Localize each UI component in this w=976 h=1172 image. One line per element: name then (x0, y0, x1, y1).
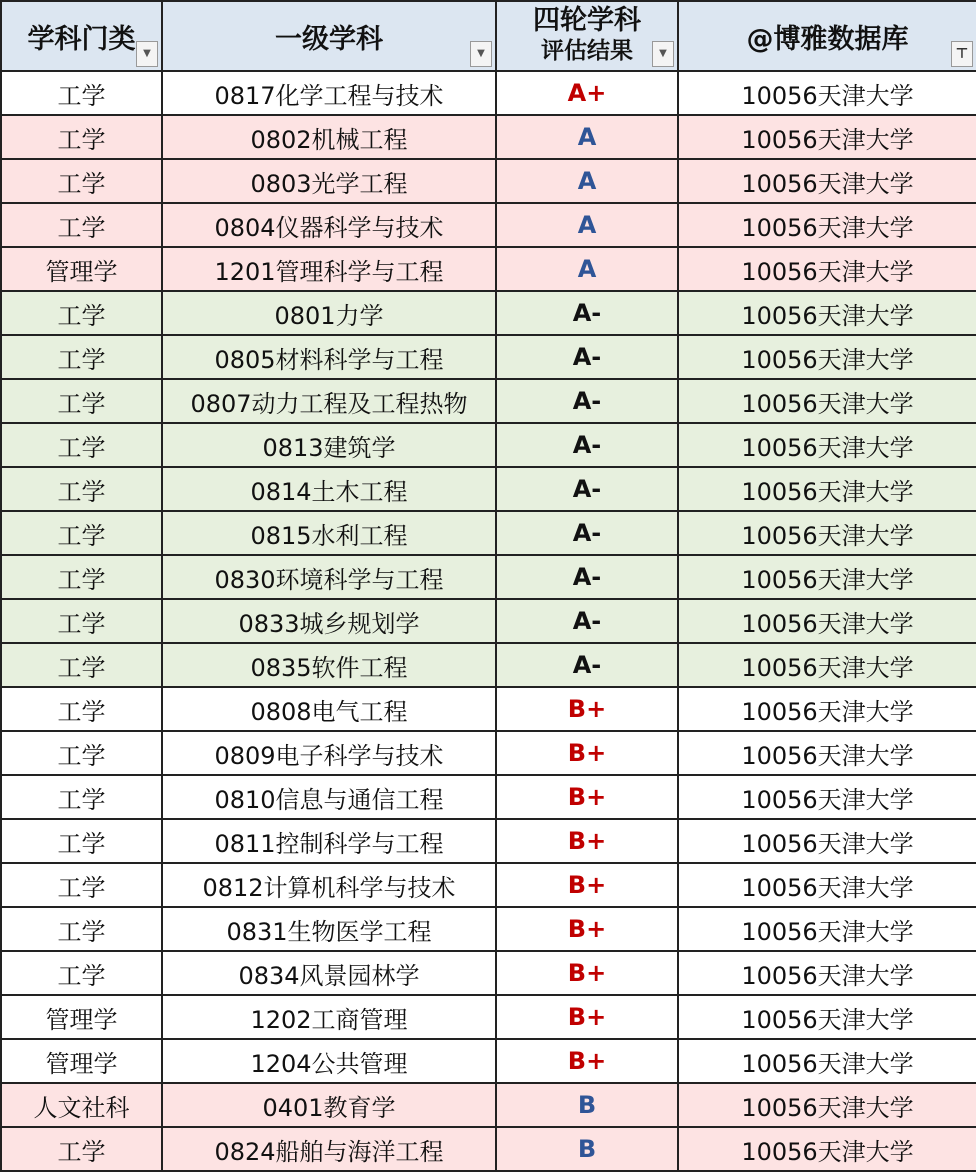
school-cell[interactable]: 10056天津大学 (678, 159, 976, 203)
category-cell[interactable]: 工学 (1, 863, 162, 907)
discipline-cell[interactable]: 0802机械工程 (162, 115, 496, 159)
table-row (1, 335, 976, 379)
category-cell[interactable]: 工学 (1, 687, 162, 731)
category-cell[interactable]: 工学 (1, 379, 162, 423)
discipline-cell[interactable]: 0831生物医学工程 (162, 907, 496, 951)
table-row (1, 863, 976, 907)
school-cell[interactable]: 10056天津大学 (678, 643, 976, 687)
school-cell[interactable]: 10056天津大学 (678, 247, 976, 291)
school-cell[interactable]: 10056天津大学 (678, 203, 976, 247)
grade-cell[interactable]: A- (496, 423, 678, 467)
grade-cell[interactable]: B (496, 1083, 678, 1127)
school-cell[interactable]: 10056天津大学 (678, 511, 976, 555)
table-row (1, 555, 976, 599)
school-cell[interactable]: 10056天津大学 (678, 863, 976, 907)
table-row (1, 995, 976, 1039)
header-category (1, 1, 162, 71)
discipline-cell[interactable]: 0804仪器科学与技术 (162, 203, 496, 247)
table-row (1, 951, 976, 995)
grade-cell[interactable]: A (496, 159, 678, 203)
filter-icon[interactable]: ⊤ (951, 41, 973, 67)
grade-cell[interactable]: A- (496, 467, 678, 511)
discipline-cell[interactable]: 1201管理科学与工程 (162, 247, 496, 291)
table-row (1, 643, 976, 687)
grade-cell[interactable]: A+ (496, 71, 678, 115)
category-cell[interactable]: 工学 (1, 731, 162, 775)
school-cell[interactable]: 10056天津大学 (678, 467, 976, 511)
category-cell[interactable]: 人文社科 (1, 1083, 162, 1127)
grade-cell[interactable]: A (496, 203, 678, 247)
discipline-cell[interactable]: 0815水利工程 (162, 511, 496, 555)
header-grade-line1: 四轮学科 (533, 5, 641, 36)
header-school (678, 1, 976, 71)
school-cell[interactable]: 10056天津大学 (678, 291, 976, 335)
table-row (1, 511, 976, 555)
discipline-cell[interactable]: 0801力学 (162, 291, 496, 335)
table-row (1, 203, 976, 247)
grade-cell[interactable]: A- (496, 291, 678, 335)
table-row (1, 379, 976, 423)
grade-cell[interactable]: A- (496, 335, 678, 379)
discipline-cell[interactable]: 0811控制科学与工程 (162, 819, 496, 863)
header-row (1, 1, 976, 71)
grade-cell[interactable]: B+ (496, 775, 678, 819)
category-cell[interactable]: 工学 (1, 71, 162, 115)
school-cell[interactable]: 10056天津大学 (678, 907, 976, 951)
school-cell[interactable]: 10056天津大学 (678, 423, 976, 467)
discipline-cell[interactable]: 0833城乡规划学 (162, 599, 496, 643)
school-cell[interactable]: 10056天津大学 (678, 71, 976, 115)
table-row (1, 159, 976, 203)
discipline-cell[interactable]: 0809电子科学与技术 (162, 731, 496, 775)
category-cell[interactable]: 工学 (1, 423, 162, 467)
category-cell[interactable]: 工学 (1, 115, 162, 159)
school-cell[interactable]: 10056天津大学 (678, 819, 976, 863)
category-cell[interactable]: 工学 (1, 1127, 162, 1171)
header-category-label: 学科门类 (27, 23, 136, 55)
category-cell[interactable]: 工学 (1, 907, 162, 951)
table-row (1, 71, 976, 115)
discipline-cell[interactable]: 0807动力工程及工程热物 (162, 379, 496, 423)
discipline-cell[interactable]: 0834风景园林学 (162, 951, 496, 995)
school-cell[interactable]: 10056天津大学 (678, 1083, 976, 1127)
grade-cell[interactable]: B+ (496, 907, 678, 951)
category-cell[interactable]: 工学 (1, 951, 162, 995)
school-cell[interactable]: 10056天津大学 (678, 1039, 976, 1083)
school-cell[interactable]: 10056天津大学 (678, 555, 976, 599)
school-cell[interactable]: 10056天津大学 (678, 379, 976, 423)
category-cell[interactable]: 管理学 (1, 1039, 162, 1083)
grade-cell[interactable]: A- (496, 643, 678, 687)
discipline-cell[interactable]: 1202工商管理 (162, 995, 496, 1039)
discipline-cell[interactable]: 0824船舶与海洋工程 (162, 1127, 496, 1171)
category-cell[interactable]: 工学 (1, 775, 162, 819)
discipline-cell[interactable]: 0808电气工程 (162, 687, 496, 731)
grade-cell[interactable]: B+ (496, 995, 678, 1039)
grade-cell[interactable]: B+ (496, 863, 678, 907)
category-cell[interactable]: 工学 (1, 467, 162, 511)
category-cell[interactable]: 工学 (1, 643, 162, 687)
header-discipline-label: 一级学科 (275, 23, 383, 55)
category-cell[interactable]: 工学 (1, 159, 162, 203)
header-grade (496, 1, 678, 71)
category-cell[interactable]: 工学 (1, 819, 162, 863)
grade-cell[interactable]: A- (496, 511, 678, 555)
discipline-cell[interactable]: 0401教育学 (162, 1083, 496, 1127)
grade-cell[interactable]: B+ (496, 819, 678, 863)
header-grade-line2: 评估结果 (541, 38, 633, 64)
category-cell[interactable]: 工学 (1, 555, 162, 599)
header-discipline (162, 1, 496, 71)
category-cell[interactable]: 管理学 (1, 247, 162, 291)
category-cell[interactable]: 工学 (1, 599, 162, 643)
category-cell[interactable]: 工学 (1, 335, 162, 379)
school-cell[interactable]: 10056天津大学 (678, 731, 976, 775)
discipline-cell[interactable]: 0803光学工程 (162, 159, 496, 203)
grade-cell[interactable]: A- (496, 555, 678, 599)
discipline-cell[interactable]: 1204公共管理 (162, 1039, 496, 1083)
discipline-cell[interactable]: 0814土木工程 (162, 467, 496, 511)
table-row (1, 775, 976, 819)
category-cell[interactable]: 管理学 (1, 995, 162, 1039)
table-row (1, 819, 976, 863)
table-row (1, 467, 976, 511)
table-row (1, 247, 976, 291)
grade-cell[interactable]: A- (496, 379, 678, 423)
school-cell[interactable]: 10056天津大学 (678, 995, 976, 1039)
grade-cell[interactable]: B+ (496, 731, 678, 775)
table-row (1, 423, 976, 467)
grade-cell[interactable]: B+ (496, 1039, 678, 1083)
table-row (1, 115, 976, 159)
discipline-cell[interactable]: 0835软件工程 (162, 643, 496, 687)
school-cell[interactable]: 10056天津大学 (678, 775, 976, 819)
discipline-cell[interactable]: 0817化学工程与技术 (162, 71, 496, 115)
school-cell[interactable]: 10056天津大学 (678, 599, 976, 643)
dropdown-arrow-icon[interactable]: ▼ (136, 41, 158, 67)
school-cell[interactable]: 10056天津大学 (678, 951, 976, 995)
category-cell[interactable]: 工学 (1, 291, 162, 335)
table-row (1, 687, 976, 731)
grade-cell[interactable]: A- (496, 599, 678, 643)
discipline-cell[interactable]: 0805材料科学与工程 (162, 335, 496, 379)
discipline-cell[interactable]: 0812计算机科学与技术 (162, 863, 496, 907)
dropdown-arrow-icon[interactable]: ▼ (470, 41, 492, 67)
school-cell[interactable]: 10056天津大学 (678, 687, 976, 731)
school-cell[interactable]: 10056天津大学 (678, 115, 976, 159)
category-cell[interactable]: 工学 (1, 511, 162, 555)
grade-cell[interactable]: A (496, 247, 678, 291)
discipline-cell[interactable]: 0810信息与通信工程 (162, 775, 496, 819)
grade-cell[interactable]: B (496, 1127, 678, 1171)
table-row (1, 1039, 976, 1083)
school-cell[interactable]: 10056天津大学 (678, 335, 976, 379)
category-cell[interactable]: 工学 (1, 203, 162, 247)
table-row (1, 599, 976, 643)
discipline-cell[interactable]: 0830环境科学与工程 (162, 555, 496, 599)
table-row (1, 907, 976, 951)
grade-cell[interactable]: B+ (496, 687, 678, 731)
grade-cell[interactable]: B+ (496, 951, 678, 995)
table-row (1, 731, 976, 775)
dropdown-arrow-icon[interactable]: ▼ (652, 41, 674, 67)
discipline-cell[interactable]: 0813建筑学 (162, 423, 496, 467)
header-school-label: @博雅数据库 (746, 23, 909, 55)
grade-cell[interactable]: A (496, 115, 678, 159)
table-row (1, 1127, 976, 1171)
school-cell[interactable]: 10056天津大学 (678, 1127, 976, 1171)
table-row (1, 291, 976, 335)
table-row (1, 1083, 976, 1127)
